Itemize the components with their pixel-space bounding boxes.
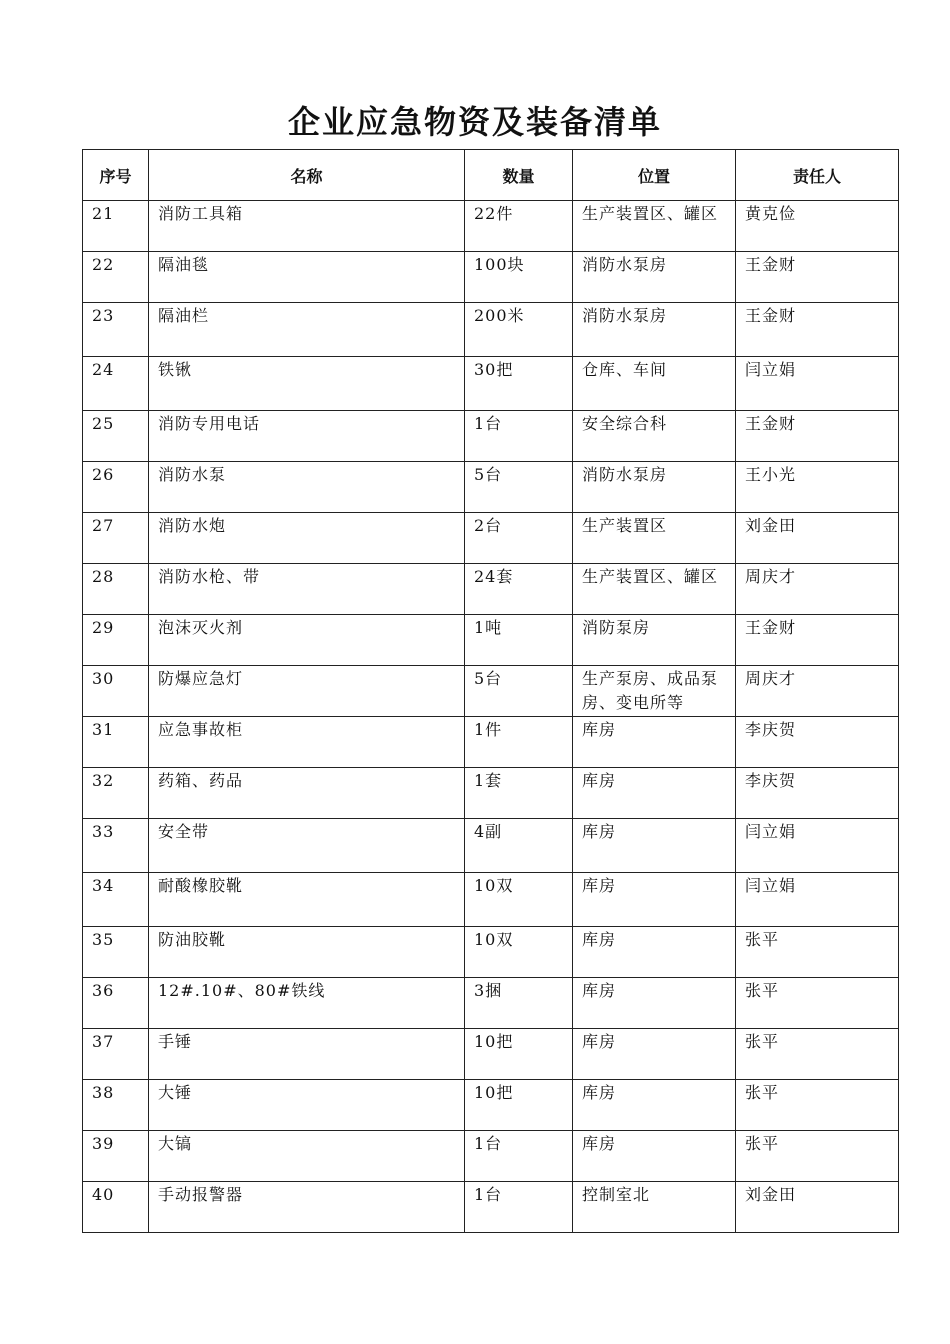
cell-index	[83, 666, 149, 717]
cell-name-text: 消防工具箱	[158, 204, 244, 223]
cell-quantity-text: 1吨	[474, 618, 503, 637]
table-row	[83, 717, 899, 768]
cell-location-text: 库房	[582, 981, 617, 1000]
cell-quantity	[465, 462, 573, 513]
cell-person	[736, 411, 899, 462]
cell-person-text: 刘金田	[745, 516, 797, 535]
cell-quantity-text: 4副	[474, 822, 503, 841]
cell-quantity	[465, 564, 573, 615]
cell-quantity-text: 200米	[474, 306, 525, 325]
cell-person-text: 王小光	[745, 465, 797, 484]
cell-index	[83, 411, 149, 462]
cell-quantity-text: 10把	[474, 1083, 514, 1102]
cell-location-text: 库房	[582, 876, 617, 895]
cell-index-text: 32	[92, 771, 115, 790]
cell-person	[736, 717, 899, 768]
cell-name-text: 防油胶靴	[158, 930, 227, 949]
cell-index-text: 22	[92, 255, 115, 274]
cell-name-text: 防爆应急灯	[158, 669, 244, 688]
cell-location	[573, 201, 736, 252]
column-header-index: 序号	[83, 150, 149, 201]
cell-location	[573, 513, 736, 564]
cell-name	[149, 978, 465, 1029]
column-header-location: 位置	[573, 150, 736, 201]
cell-name-text: 泡沫灭火剂	[158, 618, 244, 637]
cell-quantity-text: 3捆	[474, 981, 503, 1000]
cell-name-text: 大锤	[158, 1083, 193, 1102]
cell-name	[149, 768, 465, 819]
table-row	[83, 666, 899, 717]
cell-quantity	[465, 303, 573, 357]
cell-location-text: 库房	[582, 1032, 617, 1051]
cell-quantity	[465, 1029, 573, 1080]
cell-location-text: 库房	[582, 822, 617, 841]
table-row	[83, 462, 899, 513]
cell-location	[573, 717, 736, 768]
cell-location-text: 库房	[582, 720, 617, 739]
cell-name-text: 大镐	[158, 1134, 193, 1153]
cell-person	[736, 462, 899, 513]
table-row	[83, 768, 899, 819]
cell-index-text: 25	[92, 414, 115, 433]
cell-quantity	[465, 1080, 573, 1131]
cell-person-text: 张平	[745, 1083, 780, 1102]
cell-index-text: 33	[92, 822, 115, 841]
cell-person	[736, 927, 899, 978]
cell-name-text: 应急事故柜	[158, 720, 244, 739]
cell-quantity	[465, 978, 573, 1029]
cell-index	[83, 1182, 149, 1233]
cell-person-text: 张平	[745, 1032, 780, 1051]
cell-name-text: 手锤	[158, 1032, 193, 1051]
cell-quantity	[465, 615, 573, 666]
cell-name-text: 铁锹	[158, 360, 193, 379]
table-row	[83, 357, 899, 411]
cell-quantity-text: 1件	[474, 720, 503, 739]
cell-person	[736, 819, 899, 873]
cell-person-text: 李庆贺	[745, 720, 797, 739]
cell-name	[149, 303, 465, 357]
cell-person	[736, 615, 899, 666]
cell-person-text: 王金财	[745, 255, 797, 274]
table-row	[83, 978, 899, 1029]
cell-name-text: 消防专用电话	[158, 414, 261, 433]
cell-quantity-text: 10把	[474, 1032, 514, 1051]
table-row	[83, 201, 899, 252]
cell-quantity-text: 24套	[474, 567, 514, 586]
cell-location-text: 控制室北	[582, 1185, 651, 1204]
cell-quantity-text: 30把	[474, 360, 514, 379]
cell-person	[736, 357, 899, 411]
cell-index	[83, 513, 149, 564]
cell-index-text: 31	[92, 720, 115, 739]
cell-location	[573, 978, 736, 1029]
cell-name	[149, 252, 465, 303]
column-header-quantity: 数量	[465, 150, 573, 201]
cell-quantity	[465, 873, 573, 927]
cell-index-text: 29	[92, 618, 115, 637]
cell-person	[736, 513, 899, 564]
cell-person-text: 周庆才	[745, 669, 797, 688]
cell-person-text: 闫立娟	[745, 822, 797, 841]
cell-location	[573, 615, 736, 666]
column-header-person: 责任人	[736, 150, 899, 201]
cell-location	[573, 1131, 736, 1182]
cell-quantity	[465, 201, 573, 252]
cell-person	[736, 1029, 899, 1080]
cell-location	[573, 666, 736, 717]
cell-location-text: 库房	[582, 1083, 617, 1102]
cell-location	[573, 252, 736, 303]
table-row	[83, 615, 899, 666]
cell-location-text: 库房	[582, 771, 617, 790]
cell-quantity-text: 1套	[474, 771, 503, 790]
cell-name-text: 手动报警器	[158, 1185, 244, 1204]
cell-index	[83, 873, 149, 927]
cell-index-text: 36	[92, 981, 115, 1000]
cell-location	[573, 819, 736, 873]
cell-index	[83, 1029, 149, 1080]
cell-person	[736, 768, 899, 819]
table-body	[83, 201, 899, 1233]
cell-person	[736, 666, 899, 717]
cell-index-text: 26	[92, 465, 115, 484]
cell-location	[573, 357, 736, 411]
cell-person	[736, 564, 899, 615]
cell-person	[736, 1131, 899, 1182]
cell-quantity-text: 5台	[474, 669, 503, 688]
cell-index	[83, 462, 149, 513]
cell-index-text: 35	[92, 930, 115, 949]
cell-person-text: 闫立娟	[745, 876, 797, 895]
cell-index	[83, 615, 149, 666]
cell-quantity-text: 10双	[474, 930, 514, 949]
cell-location-text: 库房	[582, 930, 617, 949]
cell-index	[83, 1080, 149, 1131]
cell-location	[573, 462, 736, 513]
cell-quantity	[465, 717, 573, 768]
cell-location-text: 生产装置区	[582, 516, 668, 535]
cell-person-text: 张平	[745, 981, 780, 1000]
cell-location-text: 仓库、车间	[582, 360, 668, 379]
cell-person	[736, 1182, 899, 1233]
cell-name	[149, 717, 465, 768]
cell-index	[83, 564, 149, 615]
table-row	[83, 927, 899, 978]
cell-name	[149, 1080, 465, 1131]
cell-person-text: 王金财	[745, 618, 797, 637]
cell-name-text: 隔油毯	[158, 255, 210, 274]
cell-location	[573, 564, 736, 615]
cell-name	[149, 513, 465, 564]
cell-quantity	[465, 819, 573, 873]
cell-location-text: 库房	[582, 1134, 617, 1153]
cell-name	[149, 357, 465, 411]
table-header-row	[83, 150, 899, 201]
cell-index-text: 39	[92, 1134, 115, 1153]
cell-index	[83, 252, 149, 303]
cell-person	[736, 873, 899, 927]
cell-location	[573, 1182, 736, 1233]
cell-location-text: 消防泵房	[582, 618, 651, 637]
cell-name	[149, 462, 465, 513]
cell-index-text: 21	[92, 204, 115, 223]
cell-location-text: 消防水泵房	[582, 255, 668, 274]
cell-name	[149, 666, 465, 717]
cell-location	[573, 1029, 736, 1080]
cell-index	[83, 768, 149, 819]
cell-name-text: 消防水泵	[158, 465, 227, 484]
table-row	[83, 873, 899, 927]
cell-name	[149, 1131, 465, 1182]
cell-location-text: 消防水泵房	[582, 306, 668, 325]
cell-quantity	[465, 768, 573, 819]
cell-index	[83, 357, 149, 411]
cell-name	[149, 927, 465, 978]
table-row	[83, 819, 899, 873]
cell-quantity	[465, 513, 573, 564]
cell-location	[573, 303, 736, 357]
cell-location-text: 安全综合科	[582, 414, 668, 433]
table-row	[83, 1029, 899, 1080]
cell-quantity-text: 2台	[474, 516, 503, 535]
cell-person-text: 刘金田	[745, 1185, 797, 1204]
cell-index	[83, 819, 149, 873]
cell-person	[736, 201, 899, 252]
cell-person	[736, 978, 899, 1029]
cell-index	[83, 201, 149, 252]
cell-index	[83, 303, 149, 357]
table-row	[83, 303, 899, 357]
cell-person-text: 张平	[745, 930, 780, 949]
cell-person-text: 王金财	[745, 306, 797, 325]
cell-person-text: 王金财	[745, 414, 797, 433]
cell-location	[573, 873, 736, 927]
cell-quantity-text: 1台	[474, 1185, 503, 1204]
cell-quantity-text: 1台	[474, 414, 503, 433]
cell-person	[736, 1080, 899, 1131]
cell-name	[149, 411, 465, 462]
table-row	[83, 513, 899, 564]
cell-quantity	[465, 411, 573, 462]
column-header-name: 名称	[149, 150, 465, 201]
cell-quantity	[465, 252, 573, 303]
cell-name	[149, 564, 465, 615]
cell-quantity	[465, 927, 573, 978]
cell-index-text: 28	[92, 567, 115, 586]
cell-name-text: 消防水枪、带	[158, 567, 261, 586]
cell-person-text: 闫立娟	[745, 360, 797, 379]
cell-name-text: 药箱、药品	[158, 771, 244, 790]
cell-person	[736, 252, 899, 303]
cell-index-text: 30	[92, 669, 115, 688]
cell-index	[83, 717, 149, 768]
cell-index-text: 23	[92, 306, 115, 325]
cell-location-text: 生产装置区、罐区	[582, 204, 719, 223]
cell-location	[573, 1080, 736, 1131]
cell-index	[83, 927, 149, 978]
table-row	[83, 1131, 899, 1182]
cell-quantity	[465, 666, 573, 717]
cell-person-text: 周庆才	[745, 567, 797, 586]
cell-location	[573, 768, 736, 819]
page-title: 企业应急物资及装备清单	[287, 103, 662, 141]
cell-index-text: 27	[92, 516, 115, 535]
cell-name	[149, 201, 465, 252]
cell-name-text: 消防水炮	[158, 516, 227, 535]
cell-index-text: 34	[92, 876, 115, 895]
cell-name-text: 安全带	[158, 822, 210, 841]
cell-index-text: 40	[92, 1185, 115, 1204]
cell-name	[149, 873, 465, 927]
cell-quantity	[465, 1131, 573, 1182]
table-row	[83, 1182, 899, 1233]
cell-index-text: 38	[92, 1083, 115, 1102]
cell-name	[149, 615, 465, 666]
cell-name	[149, 1182, 465, 1233]
cell-index	[83, 1131, 149, 1182]
cell-location-text: 生产装置区、罐区	[582, 567, 719, 586]
cell-quantity	[465, 357, 573, 411]
cell-index	[83, 978, 149, 1029]
cell-quantity	[465, 1182, 573, 1233]
cell-quantity-text: 1台	[474, 1134, 503, 1153]
cell-location-text: 生产泵房、成品泵房、变电所等	[582, 669, 719, 712]
cell-location	[573, 927, 736, 978]
cell-name-text: 12#.10#、80#铁线	[158, 981, 326, 1000]
cell-name-text: 耐酸橡胶靴	[158, 876, 244, 895]
cell-name	[149, 819, 465, 873]
cell-person	[736, 303, 899, 357]
table-row	[83, 252, 899, 303]
cell-location	[573, 411, 736, 462]
cell-person-text: 张平	[745, 1134, 780, 1153]
cell-index-text: 37	[92, 1032, 115, 1051]
cell-location-text: 消防水泵房	[582, 465, 668, 484]
cell-name	[149, 1029, 465, 1080]
inventory-table	[82, 149, 899, 1233]
cell-person-text: 李庆贺	[745, 771, 797, 790]
cell-quantity-text: 100块	[474, 255, 525, 274]
cell-person-text: 黄克俭	[745, 204, 797, 223]
cell-index-text: 24	[92, 360, 115, 379]
table-row	[83, 1080, 899, 1131]
table-row	[83, 411, 899, 462]
cell-quantity-text: 22件	[474, 204, 514, 223]
cell-name-text: 隔油栏	[158, 306, 210, 325]
cell-quantity-text: 10双	[474, 876, 514, 895]
cell-quantity-text: 5台	[474, 465, 503, 484]
table-row	[83, 564, 899, 615]
